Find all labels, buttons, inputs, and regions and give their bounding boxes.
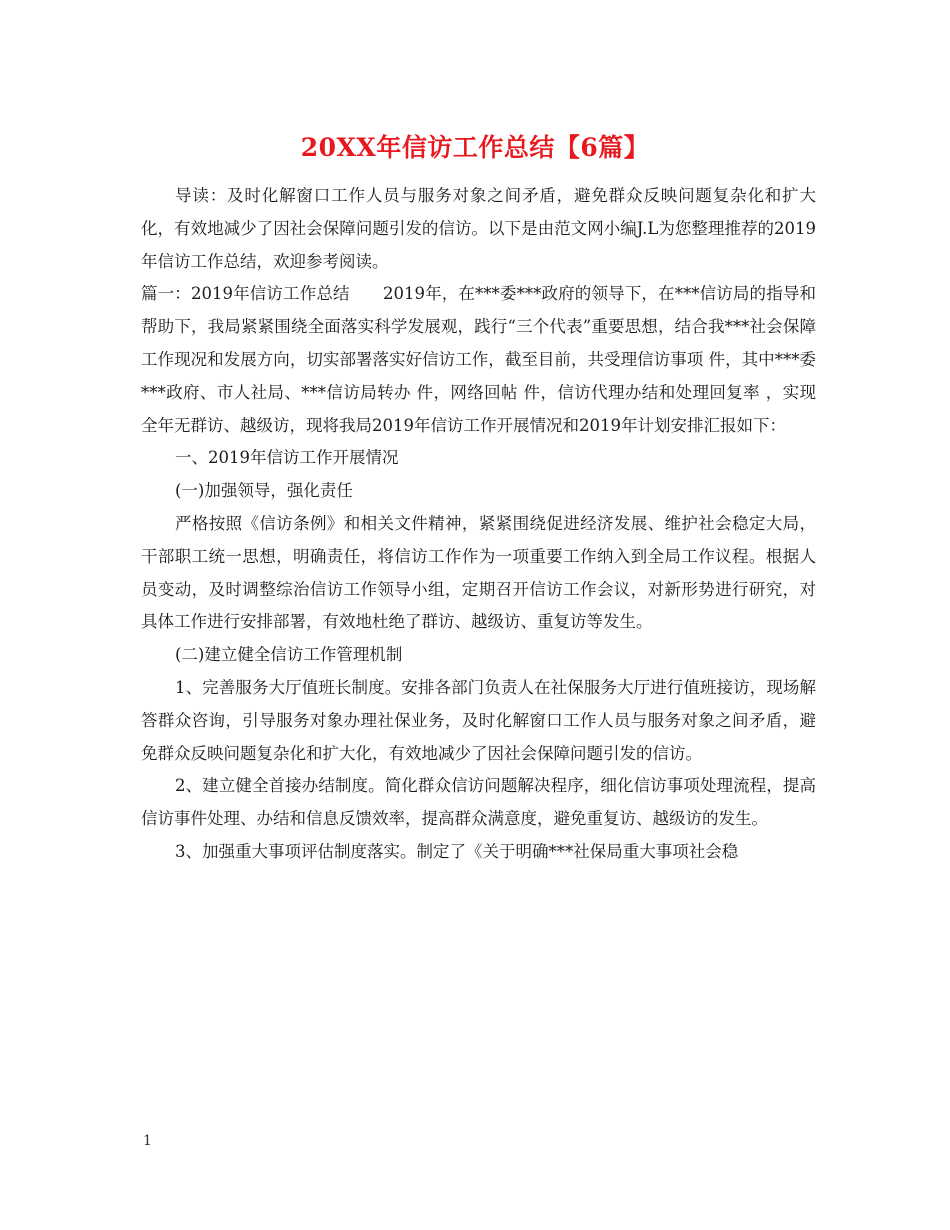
paragraph-item-3: 3、加强重大事项评估制度落实。制定了《关于明确***社保局重大事项社会稳 [175,841,739,861]
subsection-heading-2: (二)建立健全信访工作管理机制 [175,645,403,665]
page-number: 1 [143,1133,152,1149]
document-title: 20XX年信访工作总结【6篇】 [300,133,650,162]
subsection-heading-1: (一)加强领导，强化责任 [175,481,353,501]
paragraph-item-1: 1、完善服务大厅值班长制度。安排各部门负责人在社保服务大厅进行值班接访，现场解答群众咨询，引导服务对象办理社保业务，及时化解窗口工作人员与服务对象之间矛盾，避免群众反映问题复杂化和扩大化，有效地减少了因社会保障问题引发的信访。 [141,677,816,763]
document-body [141,180,816,869]
paragraph-leadership: 严格按照《信访条例》和相关文件精神，紧紧围绕促进经济发展、维护社会稳定大局，干部职工统一思想，明确责任，将信访工作作为一项重要工作纳入到全局工作议程。根据人员变动，及时调整综治信访工作领导小组，定期召开信访工作会议，对新形势进行研究，对具体工作进行安排部署，有效地杜绝了群访、越级访、重复访等发生。 [141,513,816,632]
section-heading-1: 一、2019年信访工作开展情况 [175,448,399,468]
paragraph-intro: 导读：及时化解窗口工作人员与服务对象之间矛盾，避免群众反映问题复杂化和扩大化，有效地减少了因社会保障问题引发的信访。以下是由范文网小编J.L为您整理推荐的2019年信访工作总结，欢迎参考阅读。 [141,186,816,271]
paragraph-item-2: 2、建立健全首接办结制度。简化群众信访问题解决程序，细化信访事项处理流程，提高信访事件处理、办结和信息反馈效率，提高群众满意度，避免重复访、越级访的发生。 [141,776,816,829]
paragraph-part-one: 篇一：2019年信访工作总结 2019年，在***委***政府的领导下，在***信访局的指导和帮助下，我局紧紧围绕全面落实科学发展观，践行“三个代表”重要思想，结合我***社会保障工作现况和发展方向，切实部署落实好信访工作，截至目前，共受理信访事项 件，其中***委***政府、市人社局、***信访局转办 件，网络回帖 件，信访代理办结和处理回复率 ，实现全年无群访、越级访，现将我局2019年信访工作开展情况和2019年计划安排汇报如下： [141,284,816,435]
